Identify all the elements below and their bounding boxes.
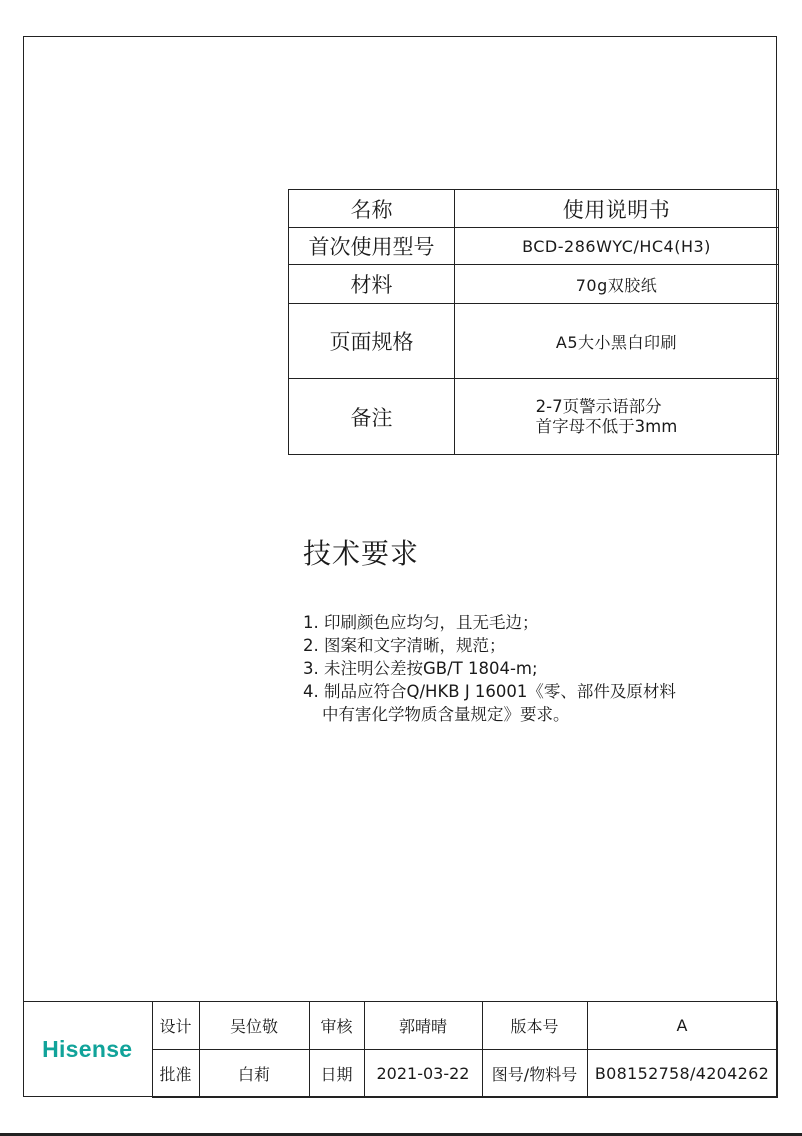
date-label: 日期 — [309, 1050, 364, 1098]
drawing-no-value: B08152758/4204262 — [587, 1050, 777, 1098]
spec-label: 首次使用型号 — [289, 228, 455, 265]
title-block — [23, 1001, 778, 1098]
reviewer-name: 郭晴晴 — [364, 1002, 482, 1050]
spec-row-remarks — [289, 379, 779, 455]
spec-value: 70g双胶纸 — [455, 265, 779, 304]
version-value: A — [587, 1002, 777, 1050]
requirements-list — [303, 611, 773, 726]
spec-row-name — [289, 190, 779, 228]
tech-requirements-title: 技术要求 — [303, 537, 420, 570]
remark-line: 2-7页警示语部分 — [535, 396, 662, 416]
spec-row-model — [289, 228, 779, 265]
requirement-continuation: 中有害化学物质含量规定》要求。 — [322, 705, 570, 724]
requirement-item: 3. 未注明公差按GB/T 1804-m; — [303, 659, 538, 678]
spec-row-page-spec — [289, 304, 779, 379]
spec-value: A5大小黑白印刷 — [455, 304, 779, 379]
approve-label: 批准 — [152, 1050, 199, 1098]
date-value: 2021-03-22 — [364, 1050, 482, 1098]
spec-label: 名称 — [289, 190, 455, 228]
drawing-no-label: 图号/物料号 — [482, 1050, 587, 1098]
spec-label: 页面规格 — [289, 304, 455, 379]
spec-label: 材料 — [289, 265, 455, 304]
design-label: 设计 — [152, 1002, 199, 1050]
designer-name: 吴位敬 — [199, 1002, 309, 1050]
requirement-item: 2. 图案和文字清晰，规范； — [303, 636, 506, 655]
spec-label: 备注 — [289, 379, 455, 455]
version-label: 版本号 — [482, 1002, 587, 1050]
spec-table — [288, 189, 779, 455]
review-label: 审核 — [309, 1002, 364, 1050]
approver-name: 白莉 — [199, 1050, 309, 1098]
hisense-logo: Hisense — [42, 1036, 133, 1063]
requirement-item — [303, 680, 773, 726]
remark-line: 首字母不低于3mm — [535, 416, 678, 436]
requirement-item: 1. 印刷颜色应均匀，且无毛边； — [303, 613, 539, 632]
requirement-text: 4. 制品应符合Q/HKB J 16001《零、部件及原材料 — [303, 682, 676, 701]
spec-value: BCD-286WYC/HC4(H3) — [455, 228, 779, 265]
spec-value — [455, 379, 779, 455]
logo-cell — [23, 1002, 152, 1098]
spec-value: 使用说明书 — [455, 190, 779, 228]
spec-row-material — [289, 265, 779, 304]
